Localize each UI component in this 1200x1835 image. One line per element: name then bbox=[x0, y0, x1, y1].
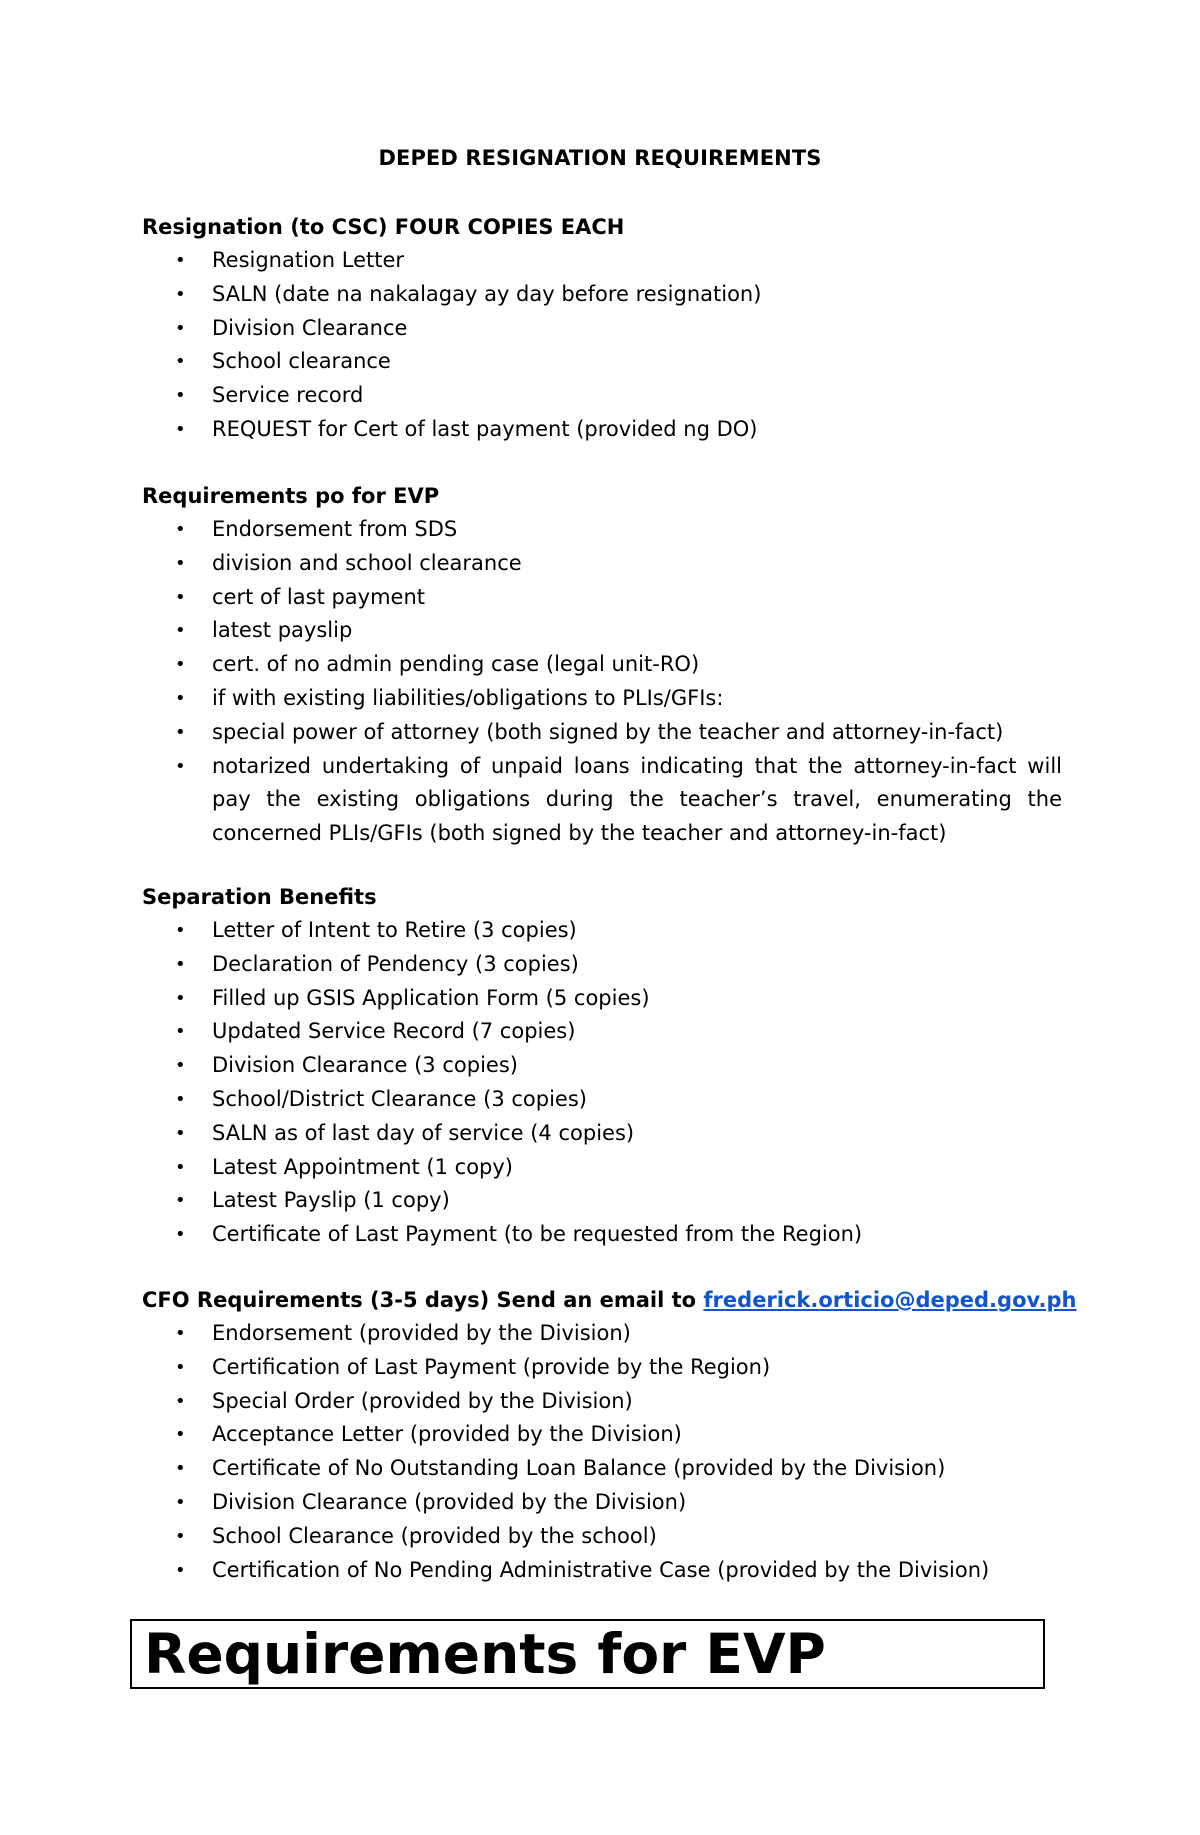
list-item: • Special Order (provided by the Division) bbox=[142, 1385, 1062, 1419]
bullet-icon: • bbox=[175, 755, 186, 777]
list-item: • Certificate of No Outstanding Loan Balance (provided by the Division) bbox=[142, 1452, 1062, 1486]
bullet-icon: • bbox=[175, 1055, 186, 1077]
bullet-icon: • bbox=[175, 1156, 186, 1178]
bullet-icon: • bbox=[175, 1390, 186, 1412]
bullet-icon: • bbox=[175, 418, 186, 440]
bullet-icon: • bbox=[175, 1458, 186, 1480]
bullet-icon: • bbox=[175, 1491, 186, 1513]
list-item: • if with existing liabilities/obligations to PLIs/GFIs: bbox=[142, 682, 1062, 716]
list-item: • Certificate of Last Payment (to be requested from the Region) bbox=[142, 1218, 1062, 1252]
bullet-icon: • bbox=[175, 920, 186, 941]
bullet-icon: • bbox=[175, 721, 186, 743]
list-item: • Latest Payslip (1 copy) bbox=[142, 1184, 1062, 1218]
list-item: • SALN as of last day of service (4 copies) bbox=[142, 1117, 1062, 1151]
bullet-list bbox=[142, 1317, 1062, 1587]
list-item: • Resignation Letter bbox=[142, 244, 1062, 278]
bullet-icon: • bbox=[175, 552, 186, 574]
list-item: • cert of last payment bbox=[142, 581, 1062, 615]
bullet-list bbox=[142, 513, 1062, 851]
list-item: • notarized undertaking of unpaid loans indicating that the attorney-in-fact will pay the existing obligations during the teacher’s travel, enumerating the concerned PLIs/GFIs (both signed by the teacher and attorney-in-fact) bbox=[142, 750, 1062, 851]
document-title: DEPED RESIGNATION REQUIREMENTS bbox=[378, 146, 822, 170]
bullet-icon: • bbox=[175, 351, 186, 373]
list-item: • cert. of no admin pending case (legal unit-RO) bbox=[142, 648, 1062, 682]
bullet-icon: • bbox=[175, 1424, 186, 1446]
list-item: • REQUEST for Cert of last payment (provided ng DO) bbox=[142, 413, 1062, 447]
list-item: • School Clearance (provided by the school) bbox=[142, 1520, 1062, 1554]
bullet-icon: • bbox=[175, 654, 186, 676]
bullet-icon: • bbox=[175, 1559, 186, 1581]
list-item: • Filled up GSIS Application Form (5 copies) bbox=[142, 982, 1062, 1016]
list-item: • School clearance bbox=[142, 345, 1062, 379]
bullet-list bbox=[142, 244, 1062, 447]
list-item: • Updated Service Record (7 copies) bbox=[142, 1015, 1062, 1049]
section-heading: Resignation (to CSC) FOUR COPIES EACH bbox=[142, 215, 625, 239]
list-item: • Letter of Intent to Retire (3 copies) bbox=[142, 914, 1062, 948]
section-evp bbox=[142, 479, 1062, 851]
bullet-icon: • bbox=[175, 620, 186, 642]
email-link[interactable]: frederick.orticio@deped.gov.ph bbox=[703, 1288, 1077, 1312]
list-item: • Latest Appointment (1 copy) bbox=[142, 1151, 1062, 1185]
requirements-for-evp-box: Requirements for EVP bbox=[130, 1619, 1045, 1689]
list-item: • Division Clearance (provided by the Division) bbox=[142, 1486, 1062, 1520]
list-item: • Declaration of Pendency (3 copies) bbox=[142, 948, 1062, 982]
section-cfo bbox=[142, 1283, 1077, 1587]
bullet-icon: • bbox=[175, 317, 186, 339]
list-item: • Acceptance Letter (provided by the Division) bbox=[142, 1418, 1062, 1452]
bullet-list bbox=[142, 914, 1062, 1252]
bullet-icon: • bbox=[175, 385, 186, 407]
list-item: • division and school clearance bbox=[142, 547, 1062, 581]
list-item: • School/District Clearance (3 copies) bbox=[142, 1083, 1062, 1117]
bullet-icon: • bbox=[175, 1190, 186, 1212]
section-heading bbox=[142, 1283, 1077, 1317]
list-item: • special power of attorney (both signed by the teacher and attorney-in-fact) bbox=[142, 716, 1062, 750]
bullet-icon: • bbox=[175, 1224, 186, 1246]
bullet-icon: • bbox=[175, 519, 186, 540]
bullet-icon: • bbox=[175, 987, 186, 1009]
list-item: • latest payslip bbox=[142, 614, 1062, 648]
bullet-icon: • bbox=[175, 586, 186, 608]
list-item: • Division Clearance (3 copies) bbox=[142, 1049, 1062, 1083]
section-heading: Separation Benefits bbox=[142, 885, 377, 909]
bullet-icon: • bbox=[175, 1356, 186, 1378]
list-item: • Certification of No Pending Administrative Case (provided by the Division) bbox=[142, 1554, 1062, 1588]
bullet-icon: • bbox=[175, 1021, 186, 1043]
bullet-icon: • bbox=[175, 953, 186, 975]
list-item: • Endorsement from SDS bbox=[142, 513, 1062, 547]
section-heading: Requirements po for EVP bbox=[142, 484, 440, 508]
bullet-icon: • bbox=[175, 687, 186, 709]
list-item: • Division Clearance bbox=[142, 312, 1062, 346]
bullet-icon: • bbox=[175, 1088, 186, 1110]
bullet-icon: • bbox=[175, 1323, 186, 1344]
section-csc bbox=[142, 210, 1062, 447]
list-item: • Endorsement (provided by the Division) bbox=[142, 1317, 1062, 1351]
list-item: • SALN (date na nakalagay ay day before resignation) bbox=[142, 278, 1062, 312]
section-separation-benefits bbox=[142, 880, 1062, 1252]
bullet-icon: • bbox=[175, 250, 186, 271]
bullet-icon: • bbox=[175, 1122, 186, 1144]
cfo-heading-text: CFO Requirements (3-5 days) Send an email to bbox=[142, 1288, 697, 1312]
bullet-icon: • bbox=[175, 283, 186, 305]
list-item: • Service record bbox=[142, 379, 1062, 413]
bullet-icon: • bbox=[175, 1525, 186, 1547]
list-item: • Certification of Last Payment (provide by the Region) bbox=[142, 1351, 1062, 1385]
